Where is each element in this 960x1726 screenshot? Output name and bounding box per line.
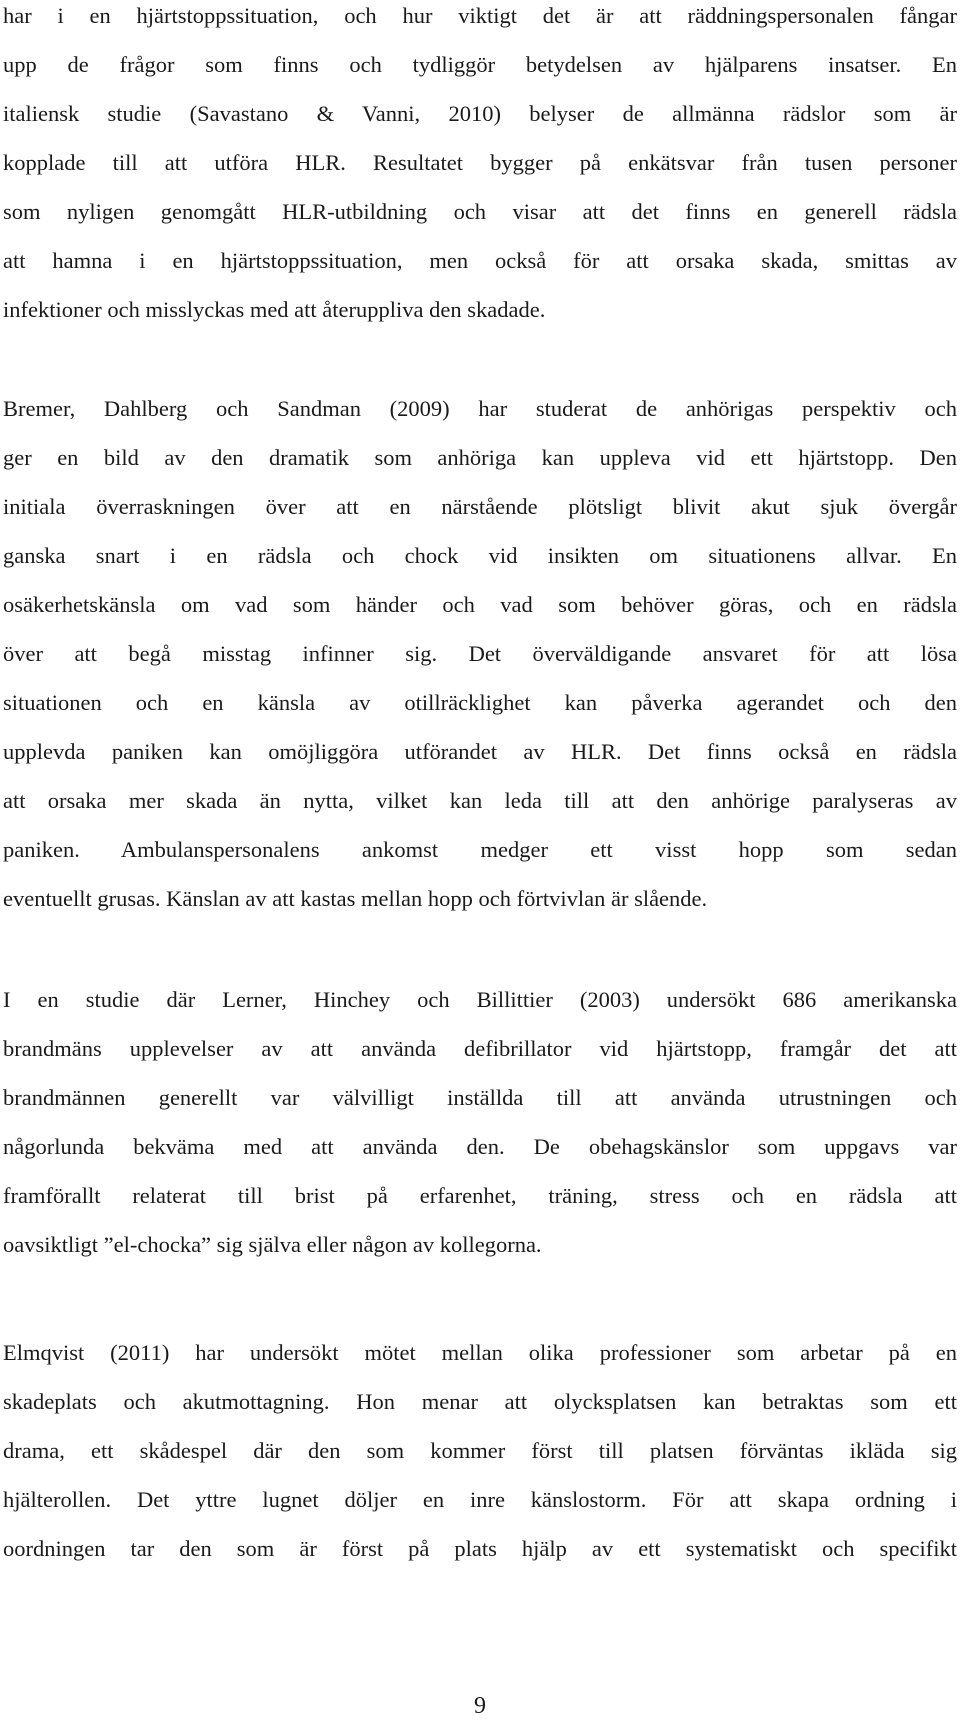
text-line: eventuellt grusas. Känslan av att kastas mellan hopp och förtvivlan är slående. bbox=[3, 886, 708, 911]
text-line: ger en bild av den dramatik som anhöriga kan uppleva vid ett hjärtstopp. Den bbox=[3, 445, 957, 470]
text-line: paniken. Ambulanspersonalens ankomst medger ett visst hopp som sedan bbox=[3, 837, 957, 862]
text-line: I en studie där Lerner, Hinchey och Billittier (2003) undersökt 686 amerikanska bbox=[3, 987, 957, 1012]
text-line: brandmännen generellt var välvilligt inställda till att använda utrustningen och bbox=[3, 1085, 957, 1110]
text-line: ganska snart i en rädsla och chock vid insikten om situationens allvar. En bbox=[3, 543, 957, 568]
text-line: brandmäns upplevelser av att använda defibrillator vid hjärtstopp, framgår det att bbox=[3, 1036, 957, 1061]
text-line: kopplade till att utföra HLR. Resultatet bygger på enkätsvar från tusen personer bbox=[3, 150, 957, 175]
text-line: infektioner och misslyckas med att återuppliva den skadade. bbox=[3, 297, 546, 322]
paragraph-professions-meeting bbox=[3, 1337, 957, 1582]
text-line: upp de frågor som finns och tydliggör betydelsen av hjälparens insatser. En bbox=[3, 52, 957, 77]
text-line: hjälterollen. Det yttre lugnet döljer en inre känslostorm. För att skapa ordning i bbox=[3, 1487, 957, 1512]
text-line: Elmqvist (2011) har undersökt mötet mellan olika professioner som arbetar på en bbox=[3, 1340, 957, 1365]
text-line: upplevda paniken kan omöjliggöra utförandet av HLR. Det finns också en rädsla bbox=[3, 739, 957, 764]
text-line: oordningen tar den som är först på plats hjälp av ett systematiskt och specifikt bbox=[3, 1536, 957, 1561]
text-line: initiala överraskningen över att en närstående plötsligt blivit akut sjuk övergår bbox=[3, 494, 957, 519]
text-line: oavsiktligt ”el-chocka” sig själva eller någon av kollegorna. bbox=[3, 1232, 542, 1257]
text-line: att hamna i en hjärtstoppssituation, men också för att orsaka skada, smittas av bbox=[3, 248, 957, 273]
text-line: osäkerhetskänsla om vad som händer och vad som behöver göras, och en rädsla bbox=[3, 592, 957, 617]
text-line: situationen och en känsla av otillräcklighet kan påverka agerandet och den bbox=[3, 690, 957, 715]
paragraph-relatives-perspective bbox=[3, 393, 957, 932]
text-line: någorlunda bekväma med att använda den. De obehagskänslor som uppgavs var bbox=[3, 1134, 957, 1159]
text-line: Bremer, Dahlberg och Sandman (2009) har studerat de anhörigas perspektiv och bbox=[3, 396, 957, 421]
page-number: 9 bbox=[474, 1693, 486, 1719]
text-line: att orsaka mer skada än nytta, vilket kan leda till att den anhörige paralyseras av bbox=[3, 788, 957, 813]
text-line: över att begå misstag infinner sig. Det överväldigande ansvaret för att lösa bbox=[3, 641, 957, 666]
text-line: framförallt relaterat till brist på erfarenhet, träning, stress och en rädsla att bbox=[3, 1183, 957, 1208]
text-line: som nyligen genomgått HLR-utbildning och visar att det finns en generell rädsla bbox=[3, 199, 957, 224]
text-line: skadeplats och akutmottagning. Hon menar att olycksplatsen kan betraktas som ett bbox=[3, 1389, 957, 1414]
text-line: drama, ett skådespel där den som kommer först till platsen förväntas ikläda sig bbox=[3, 1438, 957, 1463]
text-line: italiensk studie (Savastano & Vanni, 2010) belyser de allmänna rädslor som är bbox=[3, 101, 957, 126]
paragraph-firefighters-study bbox=[3, 984, 957, 1278]
text-line: har i en hjärtstoppssituation, och hur viktigt det är att räddningspersonalen fångar bbox=[3, 3, 957, 28]
paragraph-cpr-fears bbox=[3, 0, 957, 343]
